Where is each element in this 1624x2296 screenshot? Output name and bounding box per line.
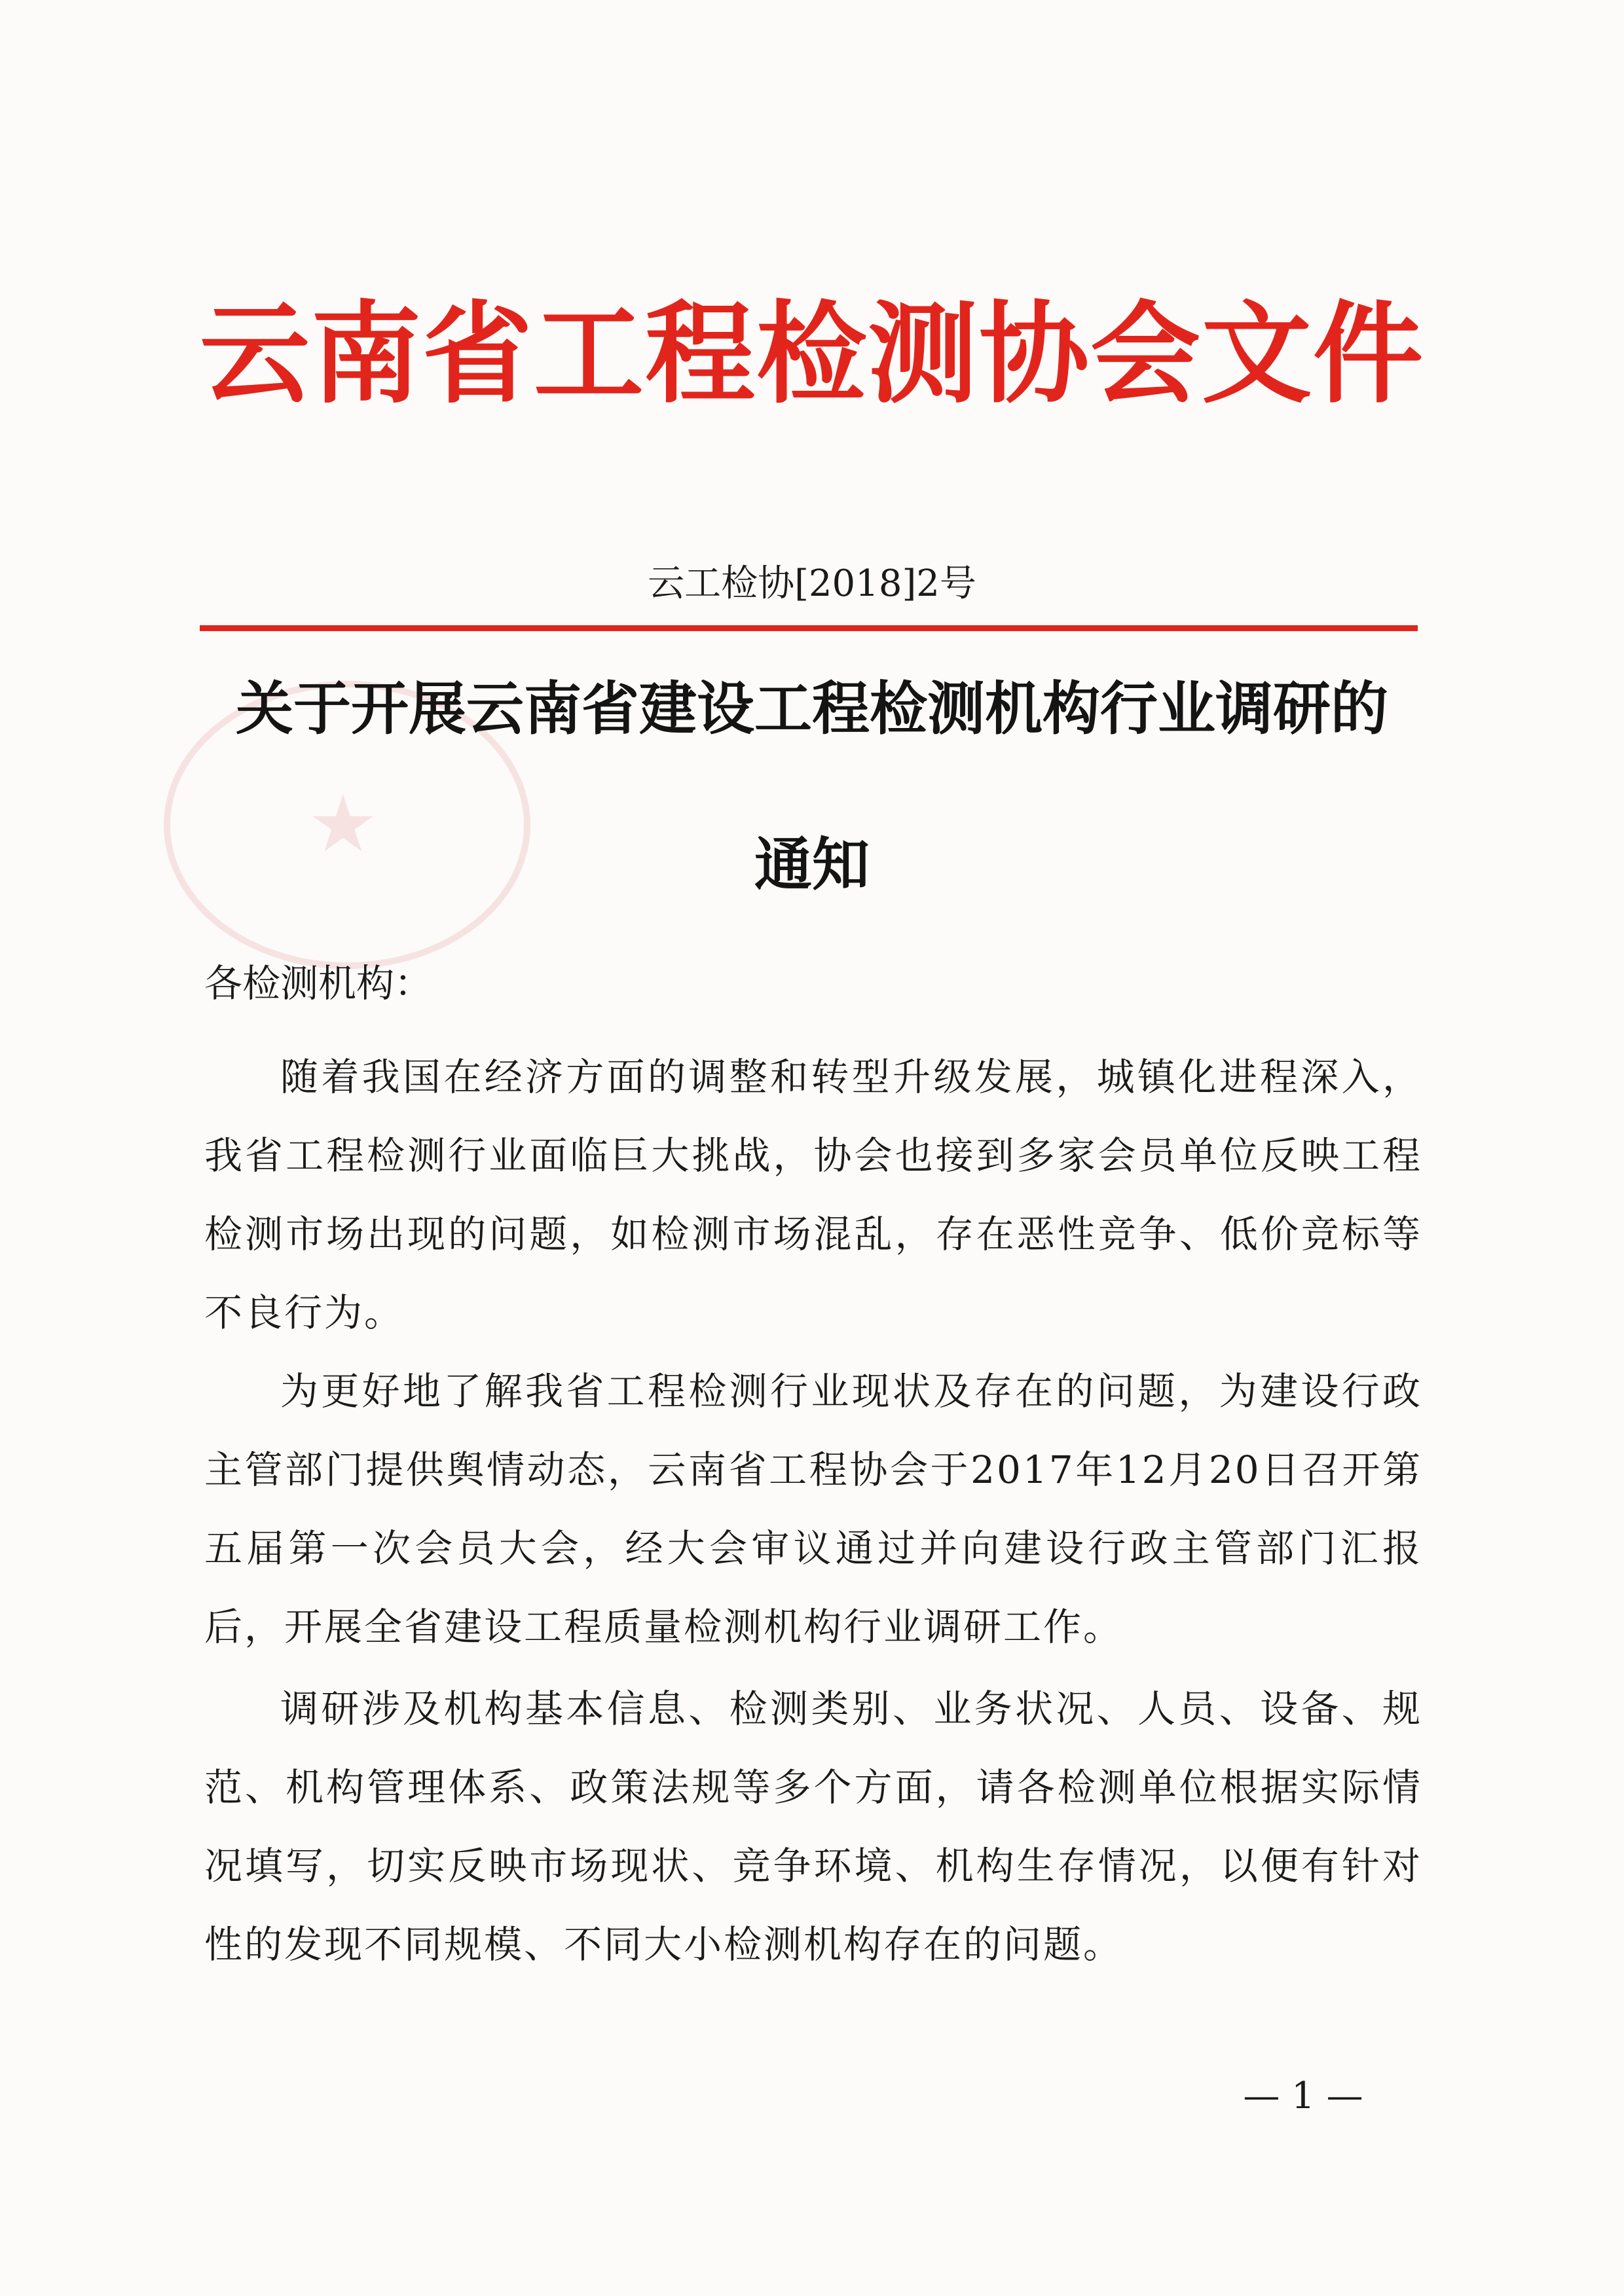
body-paragraph-1 [204, 1038, 1422, 1352]
red-divider-line [200, 625, 1418, 631]
body-paragraph-3 [204, 1669, 1422, 1984]
body-paragraph-2 [204, 1352, 1422, 1666]
notice-title-line-2: 通知 [754, 830, 870, 898]
notice-title-line-1: 关于开展云南省建设工程检测机构行业调研的 [235, 674, 1388, 742]
salutation: 各检测机构： [204, 961, 433, 1006]
paragraph-text: 调研涉及机构基本信息、检测类别、业务状况、人员、设备、规范、机构管理体系、政策法规等多个方面，请各检测单位根据实际情况填写，切实反映市场现状、竞争环境、机构生存情况，以便有针对性的发现不同规模、不同大小检测机构存在的问题。 [204, 1686, 1422, 1967]
document-number: 云工检协[2018]2号 [648, 562, 976, 605]
paragraph-text: 为更好地了解我省工程检测行业现状及存在的问题，为建设行政主管部门提供舆情动态，云南省工程协会于2017年12月20日召开第五届第一次会员大会，经大会审议通过并向建设行政主管部门汇报后，开展全省建设工程质量检测机构行业调研工作。 [204, 1369, 1422, 1649]
paragraph-text: 随着我国在经济方面的调整和转型升级发展，城镇化进程深入，我省工程检测行业面临巨大挑战，协会也接到多家会员单位反映工程检测市场出现的问题，如检测市场混乱，存在恶性竞争、低价竞标等不良行为。 [204, 1055, 1422, 1335]
seal-star-icon: ★ [308, 779, 378, 870]
page-number: — 1 — [1243, 2075, 1363, 2117]
issuer-header-title: 云南省工程检测协会文件 [200, 289, 1424, 418]
